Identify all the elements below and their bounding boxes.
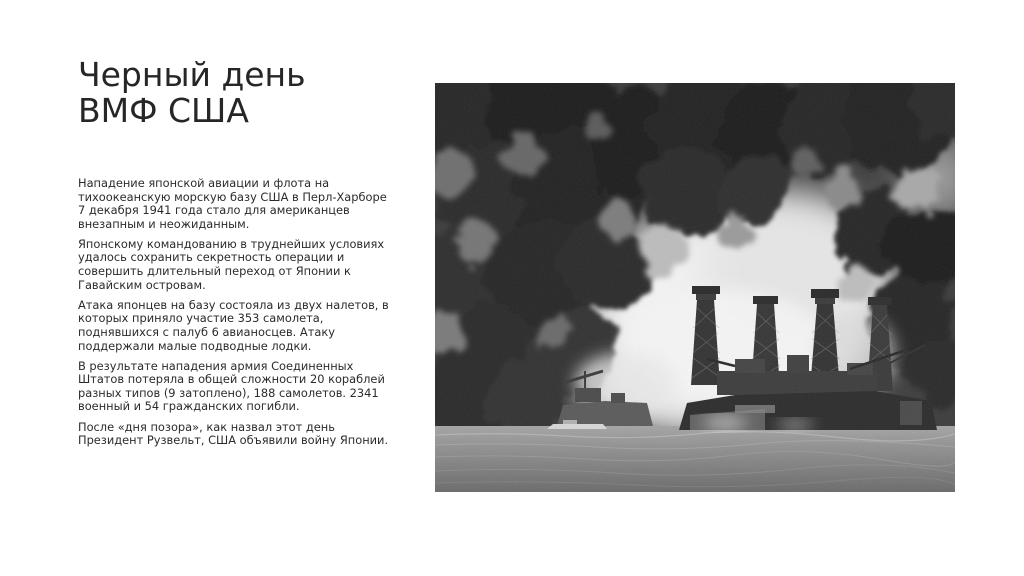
pearl-harbor-photo	[435, 83, 955, 492]
body-paragraph: Нападение японской авиации и флота на тихоокеанскую морскую базу США в Перл-Харборе 7 декабря 1941 года стало для американцев внезапным и неожиданным.	[78, 176, 387, 231]
title-line: ВМФ США	[78, 91, 249, 130]
photo-drawing	[435, 83, 955, 492]
film-grain	[435, 83, 955, 492]
slide-title	[78, 57, 306, 129]
body-paragraph: Атака японцев на базу состояла из двух налетов, в которых приняло участие 353 самолета, поднявшихся с палуб 6 авианосцев. Атаку поддержали малые подводные лодки.	[78, 297, 389, 353]
title-line: Черный день	[78, 55, 306, 94]
body-paragraph: После «дня позора», как назвал этот день Президент Рузвельт, США объявили войну Японии.	[78, 419, 389, 448]
slide-body-text	[78, 177, 392, 454]
body-paragraph: Японскому командованию в труднейших условиях удалось сохранить секретность операции и совершить длительный переход от Японии к Гавайским островам.	[78, 236, 385, 292]
body-paragraph: В результате нападения армия Соединенных Штатов потеряла в общей сложности 20 кораблей разных типов (9 затоплено), 188 самолетов. 2341 военный и 54 гражданских погибли.	[78, 358, 385, 414]
